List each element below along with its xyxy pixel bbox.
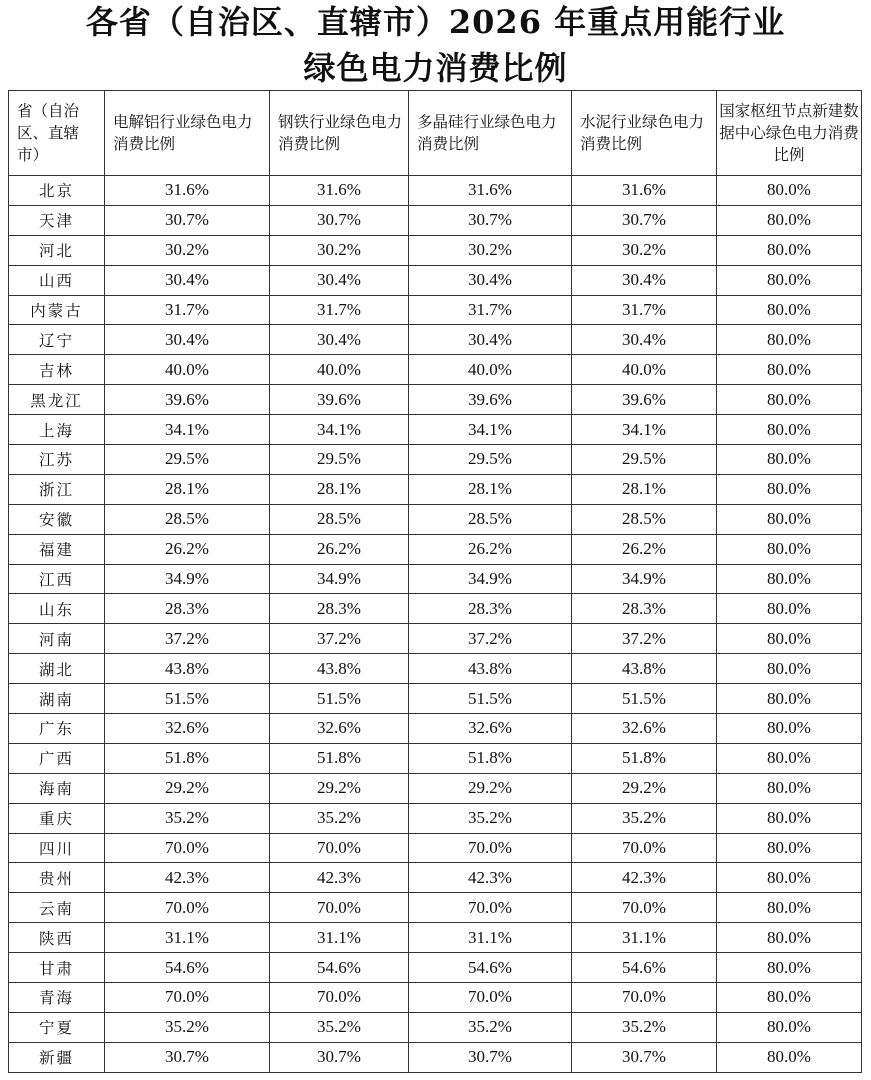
cement-cell: 37.2%: [572, 624, 717, 654]
table-row: [9, 714, 862, 744]
province-cell: 新疆: [9, 1042, 105, 1072]
header-aluminum: 电解铝行业绿色电力消费比例: [105, 91, 270, 176]
province-cell: 吉林: [9, 355, 105, 385]
polysilicon-cell: 26.2%: [409, 534, 572, 564]
table-row: [9, 953, 862, 983]
table-row: [9, 923, 862, 953]
steel-cell: 54.6%: [270, 953, 409, 983]
steel-cell: 32.6%: [270, 714, 409, 744]
aluminum-cell: 26.2%: [105, 534, 270, 564]
cement-cell: 70.0%: [572, 983, 717, 1013]
aluminum-cell: 30.7%: [105, 205, 270, 235]
green-power-table: [8, 90, 862, 1073]
province-cell: 海南: [9, 773, 105, 803]
page-title: 各省（自治区、直辖市）2026 年重点用能行业: [85, 3, 786, 41]
steel-cell: 70.0%: [270, 983, 409, 1013]
province-cell: 北京: [9, 176, 105, 206]
aluminum-cell: 29.5%: [105, 445, 270, 475]
cement-cell: 39.6%: [572, 385, 717, 415]
steel-cell: 34.1%: [270, 415, 409, 445]
steel-cell: 34.9%: [270, 564, 409, 594]
polysilicon-cell: 29.5%: [409, 445, 572, 475]
steel-cell: 40.0%: [270, 355, 409, 385]
data-center-cell: 80.0%: [717, 564, 862, 594]
province-cell: 辽宁: [9, 325, 105, 355]
table-row: [9, 235, 862, 265]
steel-cell: 39.6%: [270, 385, 409, 415]
polysilicon-cell: 31.6%: [409, 176, 572, 206]
province-cell: 河北: [9, 235, 105, 265]
polysilicon-cell: 31.1%: [409, 923, 572, 953]
polysilicon-cell: 34.9%: [409, 564, 572, 594]
cement-cell: 34.9%: [572, 564, 717, 594]
cement-cell: 28.5%: [572, 504, 717, 534]
aluminum-cell: 28.5%: [105, 504, 270, 534]
aluminum-cell: 43.8%: [105, 654, 270, 684]
aluminum-cell: 30.7%: [105, 1042, 270, 1072]
aluminum-cell: 37.2%: [105, 624, 270, 654]
data-center-cell: 80.0%: [717, 684, 862, 714]
data-center-cell: 80.0%: [717, 1042, 862, 1072]
data-center-cell: 80.0%: [717, 176, 862, 206]
steel-cell: 51.5%: [270, 684, 409, 714]
steel-cell: 37.2%: [270, 624, 409, 654]
cement-cell: 32.6%: [572, 714, 717, 744]
polysilicon-cell: 31.7%: [409, 295, 572, 325]
data-center-cell: 80.0%: [717, 803, 862, 833]
data-center-cell: 80.0%: [717, 474, 862, 504]
data-center-cell: 80.0%: [717, 415, 862, 445]
header-data-center: 国家枢纽节点新建数据中心绿色电力消费比例: [717, 91, 862, 176]
table-row: [9, 684, 862, 714]
steel-cell: 29.2%: [270, 773, 409, 803]
polysilicon-cell: 30.4%: [409, 265, 572, 295]
header-province: 省（自治区、直辖市）: [9, 91, 105, 176]
cement-cell: 29.2%: [572, 773, 717, 803]
steel-cell: 51.8%: [270, 743, 409, 773]
table-row: [9, 893, 862, 923]
province-cell: 湖南: [9, 684, 105, 714]
aluminum-cell: 39.6%: [105, 385, 270, 415]
polysilicon-cell: 30.7%: [409, 205, 572, 235]
steel-cell: 28.3%: [270, 594, 409, 624]
cement-cell: 30.7%: [572, 205, 717, 235]
data-center-cell: 80.0%: [717, 534, 862, 564]
polysilicon-cell: 70.0%: [409, 893, 572, 923]
steel-cell: 30.4%: [270, 265, 409, 295]
aluminum-cell: 34.1%: [105, 415, 270, 445]
table-row: [9, 295, 862, 325]
table-row: [9, 743, 862, 773]
steel-cell: 31.6%: [270, 176, 409, 206]
polysilicon-cell: 40.0%: [409, 355, 572, 385]
province-cell: 广东: [9, 714, 105, 744]
steel-cell: 28.1%: [270, 474, 409, 504]
province-cell: 上海: [9, 415, 105, 445]
polysilicon-cell: 30.7%: [409, 1042, 572, 1072]
cement-cell: 70.0%: [572, 893, 717, 923]
aluminum-cell: 31.1%: [105, 923, 270, 953]
table-row: [9, 773, 862, 803]
steel-cell: 30.7%: [270, 1042, 409, 1072]
page-subtitle: 绿色电力消费比例: [303, 49, 568, 87]
table-row: [9, 654, 862, 684]
data-center-cell: 80.0%: [717, 833, 862, 863]
province-cell: 四川: [9, 833, 105, 863]
aluminum-cell: 30.4%: [105, 265, 270, 295]
cement-cell: 28.3%: [572, 594, 717, 624]
province-cell: 青海: [9, 983, 105, 1013]
polysilicon-cell: 28.3%: [409, 594, 572, 624]
cement-cell: 35.2%: [572, 803, 717, 833]
cement-cell: 26.2%: [572, 534, 717, 564]
polysilicon-cell: 32.6%: [409, 714, 572, 744]
polysilicon-cell: 30.4%: [409, 325, 572, 355]
table-row: [9, 803, 862, 833]
cement-cell: 31.6%: [572, 176, 717, 206]
data-center-cell: 80.0%: [717, 1012, 862, 1042]
cement-cell: 30.2%: [572, 235, 717, 265]
province-cell: 内蒙古: [9, 295, 105, 325]
data-center-cell: 80.0%: [717, 923, 862, 953]
table-header-row: [9, 91, 862, 176]
province-cell: 重庆: [9, 803, 105, 833]
steel-cell: 70.0%: [270, 893, 409, 923]
aluminum-cell: 70.0%: [105, 833, 270, 863]
table-row: [9, 325, 862, 355]
table-row: [9, 176, 862, 206]
aluminum-cell: 34.9%: [105, 564, 270, 594]
data-center-cell: 80.0%: [717, 714, 862, 744]
data-center-cell: 80.0%: [717, 445, 862, 475]
data-center-cell: 80.0%: [717, 983, 862, 1013]
table-row: [9, 445, 862, 475]
province-cell: 安徽: [9, 504, 105, 534]
table-row: [9, 1012, 862, 1042]
aluminum-cell: 70.0%: [105, 893, 270, 923]
data-center-cell: 80.0%: [717, 893, 862, 923]
steel-cell: 35.2%: [270, 1012, 409, 1042]
data-center-cell: 80.0%: [717, 594, 862, 624]
aluminum-cell: 35.2%: [105, 803, 270, 833]
data-center-cell: 80.0%: [717, 773, 862, 803]
cement-cell: 40.0%: [572, 355, 717, 385]
cement-cell: 30.7%: [572, 1042, 717, 1072]
table-row: [9, 624, 862, 654]
polysilicon-cell: 29.2%: [409, 773, 572, 803]
table-row: [9, 564, 862, 594]
aluminum-cell: 30.4%: [105, 325, 270, 355]
polysilicon-cell: 42.3%: [409, 863, 572, 893]
aluminum-cell: 31.6%: [105, 176, 270, 206]
data-center-cell: 80.0%: [717, 235, 862, 265]
aluminum-cell: 35.2%: [105, 1012, 270, 1042]
steel-cell: 70.0%: [270, 833, 409, 863]
header-steel: 钢铁行业绿色电力消费比例: [270, 91, 409, 176]
data-center-cell: 80.0%: [717, 205, 862, 235]
polysilicon-cell: 54.6%: [409, 953, 572, 983]
polysilicon-cell: 51.8%: [409, 743, 572, 773]
table-row: [9, 863, 862, 893]
data-center-cell: 80.0%: [717, 504, 862, 534]
province-cell: 宁夏: [9, 1012, 105, 1042]
data-center-cell: 80.0%: [717, 265, 862, 295]
province-cell: 浙江: [9, 474, 105, 504]
province-cell: 山西: [9, 265, 105, 295]
polysilicon-cell: 43.8%: [409, 654, 572, 684]
header-cement: 水泥行业绿色电力消费比例: [572, 91, 717, 176]
aluminum-cell: 42.3%: [105, 863, 270, 893]
steel-cell: 30.4%: [270, 325, 409, 355]
province-cell: 贵州: [9, 863, 105, 893]
table-row: [9, 474, 862, 504]
cement-cell: 43.8%: [572, 654, 717, 684]
polysilicon-cell: 28.1%: [409, 474, 572, 504]
aluminum-cell: 51.5%: [105, 684, 270, 714]
aluminum-cell: 40.0%: [105, 355, 270, 385]
data-center-cell: 80.0%: [717, 385, 862, 415]
aluminum-cell: 51.8%: [105, 743, 270, 773]
data-center-cell: 80.0%: [717, 743, 862, 773]
province-cell: 天津: [9, 205, 105, 235]
polysilicon-cell: 51.5%: [409, 684, 572, 714]
province-cell: 甘肃: [9, 953, 105, 983]
aluminum-cell: 70.0%: [105, 983, 270, 1013]
polysilicon-cell: 37.2%: [409, 624, 572, 654]
table-row: [9, 265, 862, 295]
cement-cell: 34.1%: [572, 415, 717, 445]
cement-cell: 35.2%: [572, 1012, 717, 1042]
steel-cell: 35.2%: [270, 803, 409, 833]
steel-cell: 30.2%: [270, 235, 409, 265]
cement-cell: 28.1%: [572, 474, 717, 504]
cement-cell: 42.3%: [572, 863, 717, 893]
province-cell: 云南: [9, 893, 105, 923]
table-row: [9, 415, 862, 445]
cement-cell: 31.1%: [572, 923, 717, 953]
province-cell: 山东: [9, 594, 105, 624]
steel-cell: 29.5%: [270, 445, 409, 475]
polysilicon-cell: 34.1%: [409, 415, 572, 445]
data-center-cell: 80.0%: [717, 654, 862, 684]
province-cell: 河南: [9, 624, 105, 654]
aluminum-cell: 28.1%: [105, 474, 270, 504]
data-center-cell: 80.0%: [717, 863, 862, 893]
cement-cell: 31.7%: [572, 295, 717, 325]
cement-cell: 51.8%: [572, 743, 717, 773]
polysilicon-cell: 35.2%: [409, 1012, 572, 1042]
aluminum-cell: 32.6%: [105, 714, 270, 744]
table-row: [9, 205, 862, 235]
cement-cell: 51.5%: [572, 684, 717, 714]
steel-cell: 42.3%: [270, 863, 409, 893]
province-cell: 湖北: [9, 654, 105, 684]
header-polysilicon: 多晶硅行业绿色电力消费比例: [409, 91, 572, 176]
table-row: [9, 1042, 862, 1072]
steel-cell: 28.5%: [270, 504, 409, 534]
polysilicon-cell: 30.2%: [409, 235, 572, 265]
table-row: [9, 833, 862, 863]
province-cell: 陕西: [9, 923, 105, 953]
table-row: [9, 534, 862, 564]
cement-cell: 29.5%: [572, 445, 717, 475]
polysilicon-cell: 39.6%: [409, 385, 572, 415]
data-center-cell: 80.0%: [717, 295, 862, 325]
steel-cell: 31.1%: [270, 923, 409, 953]
table-body: [9, 176, 862, 1073]
aluminum-cell: 30.2%: [105, 235, 270, 265]
polysilicon-cell: 28.5%: [409, 504, 572, 534]
table-row: [9, 983, 862, 1013]
aluminum-cell: 28.3%: [105, 594, 270, 624]
table-row: [9, 504, 862, 534]
data-center-cell: 80.0%: [717, 953, 862, 983]
steel-cell: 43.8%: [270, 654, 409, 684]
province-cell: 福建: [9, 534, 105, 564]
aluminum-cell: 31.7%: [105, 295, 270, 325]
province-cell: 广西: [9, 743, 105, 773]
steel-cell: 31.7%: [270, 295, 409, 325]
table-row: [9, 385, 862, 415]
province-cell: 江西: [9, 564, 105, 594]
province-cell: 黑龙江: [9, 385, 105, 415]
cement-cell: 30.4%: [572, 265, 717, 295]
polysilicon-cell: 70.0%: [409, 983, 572, 1013]
aluminum-cell: 29.2%: [105, 773, 270, 803]
province-cell: 江苏: [9, 445, 105, 475]
steel-cell: 30.7%: [270, 205, 409, 235]
cement-cell: 30.4%: [572, 325, 717, 355]
data-center-cell: 80.0%: [717, 624, 862, 654]
table-row: [9, 594, 862, 624]
polysilicon-cell: 70.0%: [409, 833, 572, 863]
aluminum-cell: 54.6%: [105, 953, 270, 983]
data-center-cell: 80.0%: [717, 325, 862, 355]
cement-cell: 54.6%: [572, 953, 717, 983]
data-center-cell: 80.0%: [717, 355, 862, 385]
table-row: [9, 355, 862, 385]
steel-cell: 26.2%: [270, 534, 409, 564]
polysilicon-cell: 35.2%: [409, 803, 572, 833]
cement-cell: 70.0%: [572, 833, 717, 863]
